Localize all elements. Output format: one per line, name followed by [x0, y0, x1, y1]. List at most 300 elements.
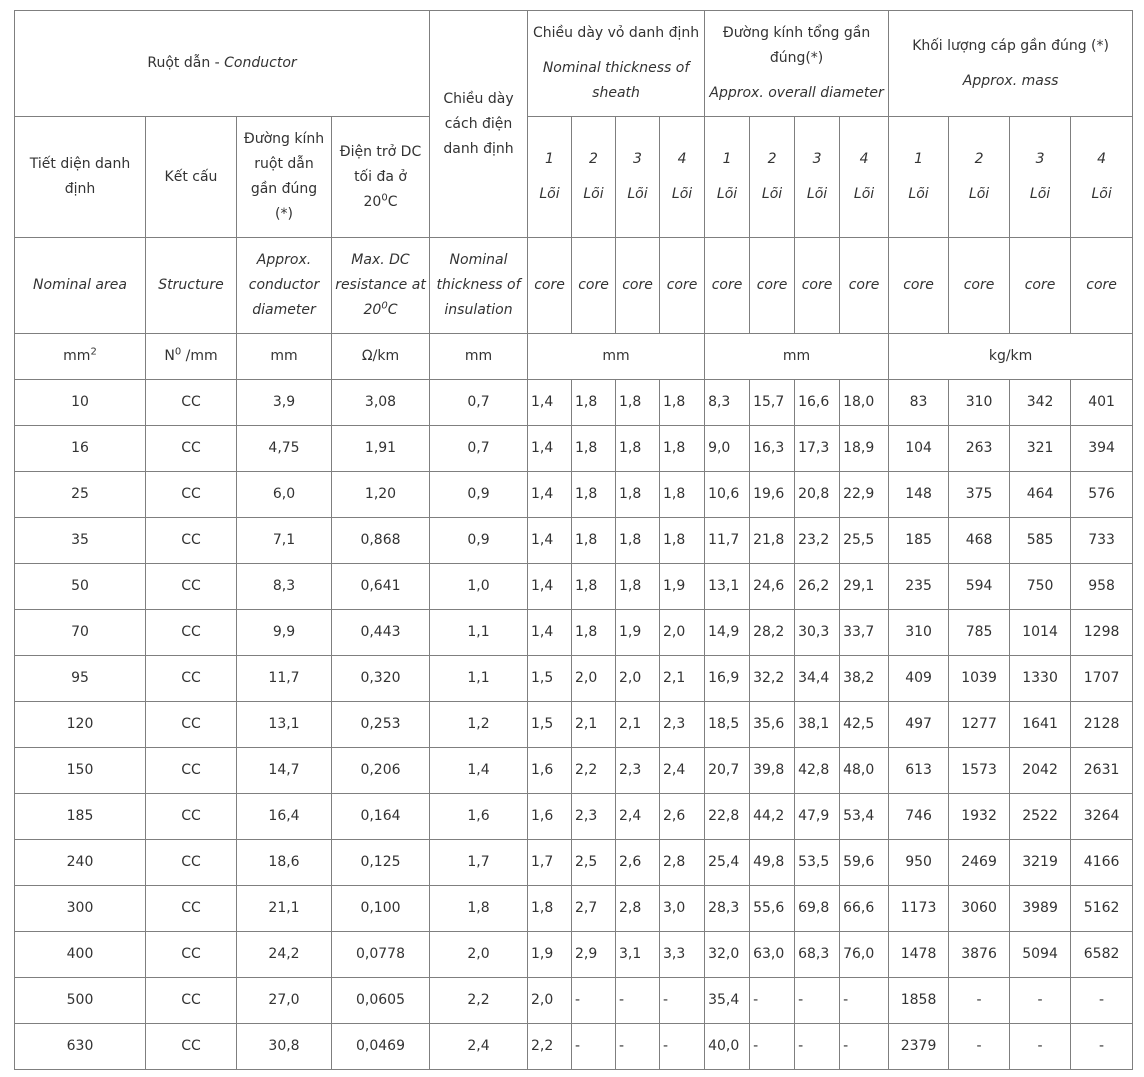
table-cell: 7,1: [237, 518, 332, 564]
table-cell: 69,8: [795, 886, 840, 932]
table-cell: 22,8: [705, 794, 750, 840]
table-cell: 2,6: [616, 840, 660, 886]
table-cell: 10,6: [705, 472, 750, 518]
table-cell: 3876: [949, 932, 1010, 978]
unit-structure: $N^0$ /mm: [146, 334, 237, 380]
table-cell: CC: [146, 610, 237, 656]
table-cell: -: [660, 978, 705, 1024]
core-label-overall-4: core: [840, 238, 889, 334]
table-cell: 42,8: [795, 748, 840, 794]
header-structure-en: Structure: [146, 238, 237, 334]
table-cell: 185: [15, 794, 146, 840]
table-cell: -: [616, 978, 660, 1024]
table-cell: 25: [15, 472, 146, 518]
table-cell: 3,9: [237, 380, 332, 426]
table-cell: 1478: [889, 932, 949, 978]
table-cell: 9,0: [705, 426, 750, 472]
table-cell: 0,7: [430, 426, 528, 472]
table-cell: 1330: [1010, 656, 1071, 702]
table-cell: 68,3: [795, 932, 840, 978]
table-cell: CC: [146, 886, 237, 932]
table-cell: 0,125: [332, 840, 430, 886]
table-cell: 38,1: [795, 702, 840, 748]
table-cell: 2,0: [616, 656, 660, 702]
table-cell: 1,9: [616, 610, 660, 656]
table-cell: CC: [146, 656, 237, 702]
core-header-overall-4: 4 Lõi: [840, 117, 889, 238]
table-cell: 3,1: [616, 932, 660, 978]
core-label-sheath-1: core: [528, 238, 572, 334]
table-cell: 2,0: [572, 656, 616, 702]
table-cell: 2,1: [660, 656, 705, 702]
table-cell: 104: [889, 426, 949, 472]
core-header-sheath-2: 2 Lõi: [572, 117, 616, 238]
table-cell: CC: [146, 932, 237, 978]
core-header-overall-2: 2 Lõi: [750, 117, 795, 238]
table-cell: 21,8: [750, 518, 795, 564]
table-cell: 1,8: [572, 564, 616, 610]
table-cell: 40,0: [705, 1024, 750, 1070]
table-cell: 0,9: [430, 518, 528, 564]
table-cell: 3,08: [332, 380, 430, 426]
table-cell: 2,6: [660, 794, 705, 840]
table-cell: CC: [146, 472, 237, 518]
table-cell: 3989: [1010, 886, 1071, 932]
table-cell: 2,4: [616, 794, 660, 840]
table-cell: 468: [949, 518, 1010, 564]
table-cell: -: [795, 1024, 840, 1070]
core-header-mass-1: 1 Lõi: [889, 117, 949, 238]
table-cell: CC: [146, 978, 237, 1024]
table-cell: 497: [889, 702, 949, 748]
table-cell: 2,0: [660, 610, 705, 656]
unit-mass: kg/km: [889, 334, 1133, 380]
header-cond-diameter-vi: Đường kính ruột dẫn gần đúng (*): [237, 117, 332, 238]
table-cell: 24,6: [750, 564, 795, 610]
table-cell: 2,1: [572, 702, 616, 748]
table-cell: 6,0: [237, 472, 332, 518]
table-cell: 1,20: [332, 472, 430, 518]
table-cell: 8,3: [705, 380, 750, 426]
table-cell: 9,9: [237, 610, 332, 656]
table-cell: 23,2: [795, 518, 840, 564]
core-header-sheath-3: 3 Lõi: [616, 117, 660, 238]
table-cell: 2,8: [660, 840, 705, 886]
core-label-sheath-3: core: [616, 238, 660, 334]
table-cell: 35: [15, 518, 146, 564]
table-cell: 400: [15, 932, 146, 978]
table-cell: 1039: [949, 656, 1010, 702]
table-row: [15, 886, 1133, 932]
table-cell: 55,6: [750, 886, 795, 932]
table-cell: CC: [146, 426, 237, 472]
table-cell: 1,8: [660, 518, 705, 564]
table-cell: 750: [1010, 564, 1071, 610]
table-cell: 53,5: [795, 840, 840, 886]
table-cell: 30,8: [237, 1024, 332, 1070]
table-row: [15, 610, 1133, 656]
table-cell: 585: [1010, 518, 1071, 564]
table-cell: 0,0778: [332, 932, 430, 978]
table-cell: -: [1071, 978, 1133, 1024]
table-row: [15, 978, 1133, 1024]
table-cell: 464: [1010, 472, 1071, 518]
table-cell: 394: [1071, 426, 1133, 472]
table-cell: 409: [889, 656, 949, 702]
table-cell: 22,9: [840, 472, 889, 518]
table-cell: 18,5: [705, 702, 750, 748]
table-cell: CC: [146, 748, 237, 794]
table-row: [15, 702, 1133, 748]
table-cell: 2469: [949, 840, 1010, 886]
header-conductor: Ruột dẫn - Conductor: [15, 11, 430, 117]
table-cell: 300: [15, 886, 146, 932]
table-cell: 310: [889, 610, 949, 656]
table-cell: 1,8: [572, 380, 616, 426]
table-cell: 16,4: [237, 794, 332, 840]
table-cell: 2522: [1010, 794, 1071, 840]
table-cell: 19,6: [750, 472, 795, 518]
table-cell: 1,6: [430, 794, 528, 840]
table-cell: 1,8: [572, 472, 616, 518]
table-cell: 1707: [1071, 656, 1133, 702]
table-cell: 14,9: [705, 610, 750, 656]
table-cell: 26,2: [795, 564, 840, 610]
unit-sheath: mm: [528, 334, 705, 380]
table-cell: 3264: [1071, 794, 1133, 840]
table-cell: 5162: [1071, 886, 1133, 932]
header-area-vi: Tiết diện danh định: [15, 117, 146, 238]
table-cell: CC: [146, 518, 237, 564]
table-cell: 8,3: [237, 564, 332, 610]
header-dc-resistance-en: Max. DC resistance at $20^0C$: [332, 238, 430, 334]
table-cell: CC: [146, 794, 237, 840]
table-cell: 33,7: [840, 610, 889, 656]
table-cell: 11,7: [237, 656, 332, 702]
table-cell: 42,5: [840, 702, 889, 748]
table-cell: 1,2: [430, 702, 528, 748]
table-cell: 1,6: [528, 748, 572, 794]
table-cell: 1,8: [660, 426, 705, 472]
header-cond-diameter-en: Approx. conductor diameter: [237, 238, 332, 334]
table-cell: 1,8: [572, 518, 616, 564]
table-cell: 53,4: [840, 794, 889, 840]
table-cell: 39,8: [750, 748, 795, 794]
table-cell: 16: [15, 426, 146, 472]
table-cell: 1932: [949, 794, 1010, 840]
table-cell: 15,7: [750, 380, 795, 426]
table-cell: 25,5: [840, 518, 889, 564]
table-cell: 1,6: [528, 794, 572, 840]
table-cell: 47,9: [795, 794, 840, 840]
header-row-vi: [15, 117, 1133, 238]
table-row: [15, 472, 1133, 518]
table-cell: 2,4: [430, 1024, 528, 1070]
table-cell: 1014: [1010, 610, 1071, 656]
table-cell: 18,6: [237, 840, 332, 886]
table-cell: 1,8: [616, 380, 660, 426]
table-cell: 0,320: [332, 656, 430, 702]
table-cell: 1,9: [528, 932, 572, 978]
table-cell: 0,164: [332, 794, 430, 840]
table-cell: 185: [889, 518, 949, 564]
table-cell: 0,206: [332, 748, 430, 794]
table-cell: 1,7: [528, 840, 572, 886]
table-cell: 120: [15, 702, 146, 748]
table-cell: 2631: [1071, 748, 1133, 794]
table-cell: 263: [949, 426, 1010, 472]
table-cell: 16,3: [750, 426, 795, 472]
table-cell: 576: [1071, 472, 1133, 518]
table-cell: 1,7: [430, 840, 528, 886]
table-row: [15, 748, 1133, 794]
table-cell: CC: [146, 1024, 237, 1070]
table-cell: 0,443: [332, 610, 430, 656]
table-cell: 18,0: [840, 380, 889, 426]
table-cell: 5094: [1010, 932, 1071, 978]
table-cell: 25,4: [705, 840, 750, 886]
table-row: [15, 656, 1133, 702]
table-cell: -: [795, 978, 840, 1024]
table-cell: 0,0469: [332, 1024, 430, 1070]
table-cell: 13,1: [705, 564, 750, 610]
core-header-mass-4: 4 Lõi: [1071, 117, 1133, 238]
table-cell: 14,7: [237, 748, 332, 794]
core-header-sheath-4: 4 Lõi: [660, 117, 705, 238]
table-cell: 1,5: [528, 702, 572, 748]
table-cell: CC: [146, 702, 237, 748]
table-row: [15, 840, 1133, 886]
table-cell: 2,1: [616, 702, 660, 748]
table-cell: 148: [889, 472, 949, 518]
table-cell: 1,8: [572, 610, 616, 656]
table-cell: 16,6: [795, 380, 840, 426]
table-cell: -: [1071, 1024, 1133, 1070]
table-cell: 3219: [1010, 840, 1071, 886]
table-cell: 1,8: [616, 564, 660, 610]
table-row: [15, 564, 1133, 610]
table-cell: 32,0: [705, 932, 750, 978]
table-cell: 13,1: [237, 702, 332, 748]
table-cell: 17,3: [795, 426, 840, 472]
table-cell: -: [660, 1024, 705, 1070]
table-cell: 2,8: [616, 886, 660, 932]
unit-diameter: mm: [237, 334, 332, 380]
core-header-mass-2: 2 Lõi: [949, 117, 1010, 238]
table-cell: 0,100: [332, 886, 430, 932]
table-cell: 2,5: [572, 840, 616, 886]
header-row-groups: [15, 11, 1133, 117]
table-cell: -: [840, 1024, 889, 1070]
table-cell: -: [949, 978, 1010, 1024]
table-cell: 2,0: [430, 932, 528, 978]
unit-overall: mm: [705, 334, 889, 380]
table-cell: -: [572, 1024, 616, 1070]
table-cell: 1,4: [528, 472, 572, 518]
header-mass: Khối lượng cáp gần đúng (*) Approx. mass: [889, 11, 1133, 117]
core-label-sheath-2: core: [572, 238, 616, 334]
table-cell: 1,4: [528, 426, 572, 472]
table-cell: 1,4: [528, 518, 572, 564]
table-cell: 401: [1071, 380, 1133, 426]
table-cell: 235: [889, 564, 949, 610]
core-label-overall-2: core: [750, 238, 795, 334]
table-cell: 1,4: [528, 380, 572, 426]
core-header-overall-3: 3 Lõi: [795, 117, 840, 238]
units-row: [15, 334, 1133, 380]
table-cell: 500: [15, 978, 146, 1024]
header-overall-diameter: Đường kính tổng gần đúng(*) Approx. overall diameter: [705, 11, 889, 117]
table-cell: -: [616, 1024, 660, 1070]
table-cell: 3,0: [660, 886, 705, 932]
table-cell: 6582: [1071, 932, 1133, 978]
table-cell: -: [750, 1024, 795, 1070]
table-cell: 1,4: [430, 748, 528, 794]
table-cell: 2042: [1010, 748, 1071, 794]
table-cell: 1,4: [528, 564, 572, 610]
table-cell: 1,8: [572, 426, 616, 472]
table-cell: 28,3: [705, 886, 750, 932]
table-cell: -: [1010, 978, 1071, 1024]
header-insulation-vi: Chiều dày cách điện danh định: [430, 11, 528, 238]
table-cell: 35,4: [705, 978, 750, 1024]
table-cell: 240: [15, 840, 146, 886]
table-cell: 4166: [1071, 840, 1133, 886]
table-cell: 630: [15, 1024, 146, 1070]
table-cell: 1,8: [660, 380, 705, 426]
table-cell: 1,5: [528, 656, 572, 702]
table-cell: 1,8: [528, 886, 572, 932]
table-cell: 29,1: [840, 564, 889, 610]
table-cell: 63,0: [750, 932, 795, 978]
table-row: [15, 1024, 1133, 1070]
table-cell: 1,8: [616, 426, 660, 472]
table-cell: 342: [1010, 380, 1071, 426]
table-cell: 2128: [1071, 702, 1133, 748]
table-cell: 594: [949, 564, 1010, 610]
table-cell: 27,0: [237, 978, 332, 1024]
table-cell: 44,2: [750, 794, 795, 840]
table-cell: 11,7: [705, 518, 750, 564]
table-cell: 1641: [1010, 702, 1071, 748]
unit-insulation: mm: [430, 334, 528, 380]
table-cell: 1573: [949, 748, 1010, 794]
unit-resistance: Ω/km: [332, 334, 430, 380]
header-structure-vi: Kết cấu: [146, 117, 237, 238]
table-cell: 150: [15, 748, 146, 794]
table-cell: 0,253: [332, 702, 430, 748]
table-cell: CC: [146, 564, 237, 610]
table-cell: 2,9: [572, 932, 616, 978]
table-cell: -: [1010, 1024, 1071, 1070]
table-cell: 0,7: [430, 380, 528, 426]
core-label-mass-1: core: [889, 238, 949, 334]
table-cell: 310: [949, 380, 1010, 426]
unit-area: $mm^2$: [15, 334, 146, 380]
header-row-en: [15, 238, 1133, 334]
core-label-mass-3: core: [1010, 238, 1071, 334]
table-cell: 2,3: [616, 748, 660, 794]
table-cell: 4,75: [237, 426, 332, 472]
table-cell: 1,0: [430, 564, 528, 610]
table-row: [15, 518, 1133, 564]
table-cell: 35,6: [750, 702, 795, 748]
table-row: [15, 380, 1133, 426]
table-cell: 733: [1071, 518, 1133, 564]
header-area-en: Nominal area: [15, 238, 146, 334]
table-cell: -: [949, 1024, 1010, 1070]
table-cell: 3060: [949, 886, 1010, 932]
table-cell: 34,4: [795, 656, 840, 702]
table-cell: 2,2: [528, 1024, 572, 1070]
table-cell: 49,8: [750, 840, 795, 886]
table-cell: 2,4: [660, 748, 705, 794]
table-cell: 950: [889, 840, 949, 886]
table-cell: 83: [889, 380, 949, 426]
table-cell: 613: [889, 748, 949, 794]
table-cell: 375: [949, 472, 1010, 518]
table-cell: 32,2: [750, 656, 795, 702]
table-cell: 30,3: [795, 610, 840, 656]
table-cell: 0,641: [332, 564, 430, 610]
table-cell: 20,7: [705, 748, 750, 794]
table-cell: 0,868: [332, 518, 430, 564]
table-cell: 24,2: [237, 932, 332, 978]
table-cell: 785: [949, 610, 1010, 656]
core-label-mass-2: core: [949, 238, 1010, 334]
core-label-overall-1: core: [705, 238, 750, 334]
table-cell: 10: [15, 380, 146, 426]
table-cell: 1,8: [660, 472, 705, 518]
core-header-overall-1: 1 Lõi: [705, 117, 750, 238]
table-cell: 76,0: [840, 932, 889, 978]
table-cell: 1,8: [430, 886, 528, 932]
table-cell: 1,9: [660, 564, 705, 610]
table-cell: 2,3: [572, 794, 616, 840]
header-sheath: Chiều dày vỏ danh định Nominal thickness of sheath: [528, 11, 705, 117]
table-cell: 2,7: [572, 886, 616, 932]
table-cell: 1,91: [332, 426, 430, 472]
table-cell: 16,9: [705, 656, 750, 702]
table-cell: 1,1: [430, 610, 528, 656]
table-cell: 2,3: [660, 702, 705, 748]
table-cell: 1173: [889, 886, 949, 932]
table-cell: -: [750, 978, 795, 1024]
table-cell: -: [572, 978, 616, 1024]
header-insulation-en: Nominal thickness of insulation: [430, 238, 528, 334]
table-cell: 746: [889, 794, 949, 840]
table-cell: 48,0: [840, 748, 889, 794]
table-cell: 1858: [889, 978, 949, 1024]
table-cell: 59,6: [840, 840, 889, 886]
header-dc-resistance-vi: Điện trở DC tối đa ở $20^0C$: [332, 117, 430, 238]
table-cell: 66,6: [840, 886, 889, 932]
table-cell: CC: [146, 380, 237, 426]
table-cell: 1277: [949, 702, 1010, 748]
core-header-sheath-1: 1 Lõi: [528, 117, 572, 238]
table-cell: -: [840, 978, 889, 1024]
core-label-mass-4: core: [1071, 238, 1133, 334]
table-cell: 38,2: [840, 656, 889, 702]
table-cell: 1,8: [616, 518, 660, 564]
table-cell: 1,4: [528, 610, 572, 656]
table-row: [15, 794, 1133, 840]
table-cell: 1298: [1071, 610, 1133, 656]
table-cell: 0,9: [430, 472, 528, 518]
table-cell: 3,3: [660, 932, 705, 978]
table-cell: 18,9: [840, 426, 889, 472]
table-cell: 28,2: [750, 610, 795, 656]
